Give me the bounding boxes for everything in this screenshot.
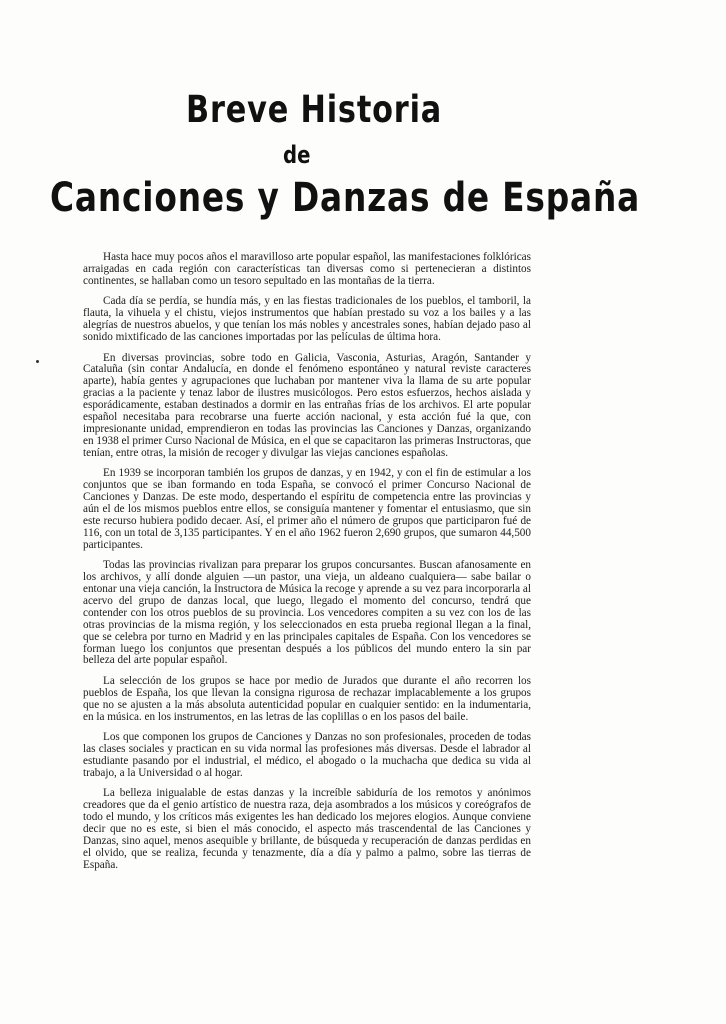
paragraph: En 1939 se incorporan también los grupos de danzas, y en 1942, y con el fin de estimular a los conjuntos que se iban formando en toda España, se convocó el primer Concurso Nacional de Canciones y Danzas. De este modo, despertando el espíritu de competencia entre las provincias y aún el de los mismos pueblos entre ellos, se consiguía mantener y fomentar el entusiasmo, que sin este recurso hubiera podido decaer. Así, el primer año el número de grupos que participaron fué de 116, con un total de 3,135 participantes. Y en el año 1962 fueron 2,690 grupos, que sumaron 44,500 participantes. xyxy=(83,467,531,551)
paragraph: En diversas provincias, sobre todo en Galicia, Vasconia, Asturias, Aragón, Santander y Cataluña (sin contar Andalucía, en donde el fenómeno espontáneo y natural reviste caracteres aparte), había gentes y agrupaciones que luchaban por mantener viva la llama de su arte popular gracias a la paciente y tenaz labor de ilustres musicólogos. Pero estos esfuerzos, hechos aislada y esporádicamente, estaban destinados a dormir en las entrañas frías de los archivos. El arte popular español necesitaba para recobrarse una fuerte acción nacional, y esta acción fué la que, con impresionante unidad, emprendieron en todas las provincias las Canciones y Danzas, organizando en 1938 el primer Curso Nacional de Música, en el que se capacitaron las primeras Instructoras, que tenían, entre otras, la misión de recoger y divulgar las viejas canciones españolas. xyxy=(83,351,531,459)
paragraph: La selección de los grupos se hace por medio de Jurados que durante el año recorren los pueblos de España, los que llevan la consigna rigurosa de rechazar implacablemente a los grupos que no se ajusten a la más absoluta autenticidad popular en cualquier sentido: en la indumentaria, en la música. en los instrumentos, en las letras de las coplillas o en los pasos del baile. xyxy=(83,674,531,723)
paragraph: Hasta hace muy pocos años el maravilloso arte popular español, las manifestaciones folklóricas arraigadas en cada región con características tan diversas como si pertenecieran a distintos continentes, se hallaban como un tesoro sepultado en las montañas de la tierra. xyxy=(83,251,531,287)
paragraph: Cada día se perdía, se hundía más, y en las fiestas tradicionales de los pueblos, el tamboril, la flauta, la vihuela y el chistu, viejos instrumentos que habían prestado su voz a los bailes y a las alegrías de nuestros abuelos, y que tenían los más nobles y ancestrales sones, habían dejado paso al sonido mixtificado de las canciones importadas por las películas de última hora. xyxy=(83,295,531,344)
title-line-breve-historia: Breve Historia xyxy=(186,88,443,131)
paragraph: La belleza inigualable de estas danzas y la increíble sabiduría de los remotos y anónimos creadores que da el genio artístico de nuestra raza, deja asombrados a los músicos y coreógrafos de todo el mundo, y los críticos más exigentes les han dedicado los mejores elogios. Aunque conviene decir que no es este, si bien el más conocido, el aspecto más trascendental de las Canciones y Danzas, sino aquel, menos asequible y brillante, de búsqueda y recuperación de danzas perdidas en el olvido, que se realiza, fecunda y tenazmente, día a día y palmo a palmo, sobre las tierras de España. xyxy=(83,787,531,871)
paragraph: Los que componen los grupos de Canciones y Danzas no son profesionales, proceden de todas las clases sociales y practican en su vida normal las profesiones más diversas. Desde el labrador al estudiante pasando por el industrial, el médico, el abogado o la muchacha que dedica su vida al trabajo, a la Universidad o al hogar. xyxy=(83,731,531,779)
title-line-de: de xyxy=(283,141,311,169)
article-body xyxy=(83,252,531,880)
title-line-canciones-danzas: Canciones y Danzas de España xyxy=(50,175,641,221)
print-speck xyxy=(36,360,39,363)
paragraph: Todas las provincias rivalizan para preparar los grupos concursantes. Buscan afanosamente en los archivos, y allí donde alguien —un pastor, una vieja, un aldeano cualquiera— sabe bailar o entonar una vieja canción, la Instructora de Música la recoge y aprende a su vez para incorporarla al acervo del grupo de danzas local, que luego, llegado el momento del concurso, tendrá que contender con los otros pueblos de su provincia. Los vencedores compiten a su vez con los de las otras provincias de la misma región, y los seleccionados en esta prueba regional llegan a la final, que se celebra por turno en Madrid y en las principales capitales de España. Con los vencedores se forman luego los conjuntos que presentan después a los públicos del mundo entero la sin par belleza del arte popular español. xyxy=(83,559,531,667)
